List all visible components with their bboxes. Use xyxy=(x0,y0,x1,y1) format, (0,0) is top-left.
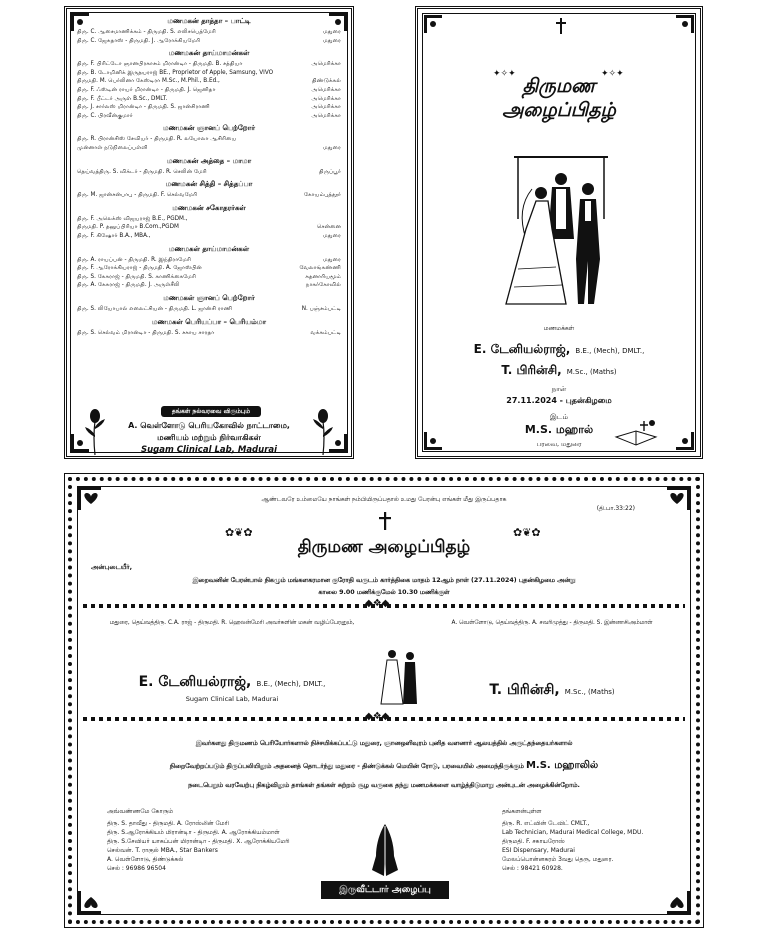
date-label: நாள் xyxy=(551,385,567,393)
bottom-groom-degree: B.E., (Mech), DMLT., xyxy=(256,680,326,688)
bride-line xyxy=(418,359,700,379)
relative-name: திரு. F. ஃஸ்டின் ராயர் மிரான்டிா - திருமதி. J. ஜெனிதா xyxy=(77,87,216,93)
relative-place: அமெரிக்கா xyxy=(311,104,341,111)
right-hosts xyxy=(502,819,692,873)
relative-place: நாகர்கோவில் xyxy=(305,282,341,289)
relative-row xyxy=(77,330,341,337)
relative-row xyxy=(77,38,341,45)
section-heading: மணமகள் பெரியப்பா – பெரியம்மா xyxy=(151,317,267,326)
couple-illustration xyxy=(496,149,626,309)
relative-name: தெய்வத்திரு. S. விக்டர் - திருமதி. R. செலின் மேரி xyxy=(77,168,207,175)
heart-corner-icon xyxy=(73,887,105,919)
section-heading: மணமகள் ஞானப் பெற்றோர் xyxy=(163,294,255,302)
relative-name: திரு. A. கேசுராஜ் - திருமதி. J. அருள்சீலி xyxy=(77,282,180,289)
groom-degree: B.E., (Mech), DMLT., xyxy=(575,347,645,355)
host-line: மேலப்பொன்னகரம் 3வது தெரு, மதுரை. xyxy=(502,856,614,863)
title-line-2: அழைப்பிதழ் xyxy=(502,99,616,121)
host-line: Lab Technician, Madurai Medical College, MDU. xyxy=(502,829,644,836)
relative-row xyxy=(77,265,341,272)
host-line: திரு. S.சேவியர் யாகப்பன் மிரான்டிா - திருமதி. X. ஆரோக்கியமேரி xyxy=(107,838,290,845)
right-card xyxy=(415,6,703,459)
host-line: திருமதி. F. சகாயரோஸ் xyxy=(502,838,565,845)
flourish-right-icon: ✿❦✿ xyxy=(513,526,541,539)
bottom-card xyxy=(64,473,704,928)
relative-name: திரு. F. பீட்டர் அருள் B.Sc., DMLT. xyxy=(77,95,168,102)
relative-name: திரு. F. கிஷோர் B.A., MBA., xyxy=(77,233,151,239)
verse-ref: (தி.பா.33:22) xyxy=(596,505,635,512)
footer-line-1: A. வெள்ளோடு பெரியகோவில் நாட்டாமை, xyxy=(128,421,290,430)
para-1: இவர்களது திருமணம் பெரியோர்களால் நிச்சயிக்கப்பட்டு மதுரை, ஞானஒளிவுரம் புனித வளனார் ஆலயத்தில் அருட்தந்தையர்களால் xyxy=(195,740,573,747)
relative-row xyxy=(77,113,341,120)
right-label: தங்களன்புள்ள xyxy=(502,808,542,815)
host-line: A. வெள்ளோடு, திண்டுக்கல் xyxy=(107,856,184,863)
relative-place: அமெரிக்கா xyxy=(311,87,341,93)
relative-name: திரு. F. அலெக்ஸ் விஜயராஜ் B.E., PGDM., xyxy=(77,215,188,222)
relative-name: திருமதி. P. தனுப்பிரியா B.Com.,PGDM xyxy=(77,224,179,231)
couple-label: மணமக்கள் xyxy=(543,325,575,332)
relative-place: கோயம்புத்தூர் xyxy=(303,192,341,199)
relative-place: மதுரை xyxy=(323,37,341,44)
para-2-text: நிறைவேற்றப்படும் திருப்பலியிலும் அதனைத் தொடர்ந்து மதுரை - திண்டுக்கல் மெயின் ரோடு, பரவையில் அமைந்திருக்கும் xyxy=(169,763,524,770)
welcome-pill: தங்கள் நல்வரவை விரும்பும் xyxy=(161,406,261,417)
venue-name: M.S. மஹால் xyxy=(524,423,594,436)
host-line: திரு. R. எட்வின் டேவிட் CMLT., xyxy=(502,820,590,827)
divider-ornament-icon: ◆❖◆ xyxy=(365,598,390,609)
groom-parents: மதுரை, தெய்வத்திரு. C.A. ராஜ் - திருமதி. R. ஹெலன்மேரி அவர்களின் மகன் வழிப்பேரனும், xyxy=(109,620,355,626)
relative-name: திரு. F. ஆரோக்கியராஜ் - திருமதி. A. ஜோஸ்பின் xyxy=(77,265,202,272)
relative-place: சென்னை xyxy=(317,224,341,231)
relative-name: திரு. A. ராயப்பன் - திருமதி. R. இந்திராமேரி xyxy=(77,256,191,263)
relative-row xyxy=(77,104,341,111)
para-2 xyxy=(65,760,703,772)
relatives-list xyxy=(67,17,351,405)
relative-name: திரு. F. பிரிட்டோ ஞானபிரகாசம் மிரான்டிா - திருமதி. B. சத்தியா xyxy=(77,61,243,68)
relative-place: வேலாங்கண்ணி xyxy=(299,265,341,272)
invite-line-2: காலை 9.00 மணிக்குமேல் 10.30 மணிக்குள் xyxy=(318,589,450,596)
relative-name: திரு. S. செல்வம் மிரான்டிா - திருமதி. S. சகாய சாரதா xyxy=(77,329,215,336)
relative-row xyxy=(77,224,341,231)
section-heading: மணமகன் தாய்மாமன்கள் xyxy=(168,49,250,58)
bible-icon xyxy=(614,417,658,447)
bottom-bride-name: T. பிரின்சி, xyxy=(489,682,560,698)
relative-row xyxy=(77,274,341,281)
groom-line xyxy=(418,338,700,358)
bottom-bride-degree: M.Sc., (Maths) xyxy=(564,688,615,696)
bride-block xyxy=(417,679,687,700)
relative-name: திரு. C. பிரவீன்குமார் xyxy=(77,112,133,119)
relative-row xyxy=(77,216,341,223)
divider-ornament-icon: ◆❖◆ xyxy=(365,711,390,722)
relative-row xyxy=(77,29,341,36)
title-line-1: திருமண xyxy=(522,75,596,97)
relative-place: மதுரை xyxy=(323,145,341,151)
relative-place: மதுரை xyxy=(323,29,341,35)
host-line: செல் : 96986 96504 xyxy=(107,865,166,872)
left-label: அவ்வண்ணமே கோரும் xyxy=(107,808,174,815)
relative-name: திரு. J. சார்லஸ் மிரான்டிா - திருமதி. S. ஜான்சிராணி xyxy=(77,104,210,111)
relative-name: திரு. M. ஜான்சன்பாபு - திருமதி. F. செல்வமேரி xyxy=(77,192,198,199)
bottom-groom-name: E. டேனியல்ராஜ், xyxy=(138,674,252,690)
relative-place: அமெரிக்கா xyxy=(311,95,341,102)
host-line: செல் : 98421 60928. xyxy=(502,865,563,872)
section-heading: மணமகள் தாய்மாமன்கள் xyxy=(168,244,250,253)
venue-label: இடம் xyxy=(549,413,568,421)
stars-left-icon: ✦✧✦ xyxy=(493,69,516,79)
relative-row xyxy=(77,233,341,240)
relative-name: முன்னாள் நடுநிலைப்பள்ளி xyxy=(77,145,148,151)
host-line: ESI Dispensary, Madurai xyxy=(502,847,575,854)
section-heading: மணமகன் தாத்தா – பாட்டி xyxy=(167,17,251,25)
relative-name: திரு. S. கேசுராஜ் - திருமதி. S. காணிக்கைமேரி xyxy=(77,273,196,280)
groom-name: E. டேனியல்ராஜ், xyxy=(473,342,571,356)
corner-ornament-icon xyxy=(422,13,444,35)
groom-block xyxy=(87,671,377,692)
corner-ornament-icon xyxy=(674,13,696,35)
relative-row xyxy=(77,136,341,143)
relative-place: N. பஞ்சம்பட்டி xyxy=(301,306,341,312)
relative-name: திரு. R. பிரான்சிஸ் சேவியர் - திருமதி. R. லயோலா ஆசிரியை xyxy=(77,136,237,143)
footer-line-2: மணியம் மற்றும் நிர்வாகிகள் xyxy=(157,433,261,442)
relative-row xyxy=(77,306,341,313)
relative-name: திரு. C. ஜேசுதாஸ் - திருமதி. J. ஆரோக்கியமேரி xyxy=(77,37,201,44)
relative-row xyxy=(77,282,341,289)
flourish-left-icon: ✿❦✿ xyxy=(225,526,253,539)
verse-text: ஆண்டவரே உம்மையே நாங்கள் நம்பியிருப்பதால் உமது பேரன்பு எங்கள் மீது இருப்பதாக xyxy=(261,496,507,503)
para-2-venue: M.S. மஹாலில் xyxy=(525,760,599,771)
venue-place: பரவை, மதுரை xyxy=(536,440,582,448)
relative-row xyxy=(77,192,341,199)
relative-row xyxy=(77,87,341,94)
invite-line-1: இறைவனின் பேரன்பால் நிகழும் மங்களகரமான குரோதி வருடம் கார்த்திகை மாதம் 12ஆம் நாள் (27.11.2024) புதன்கிழமை அன்று xyxy=(192,577,576,584)
host-line: செல்வன். T. ராகுல் MBA., Star Bankers xyxy=(107,847,218,854)
bottom-title: திருமண அழைப்பிதழ் xyxy=(297,537,471,557)
section-heading: மணமகன் சித்தி – சித்தப்பா xyxy=(165,180,253,189)
host-line: திரு. S.ஆரோக்கியம் மிரான்டிா - திருமதி. A. ஆரோக்கியம்மாள் xyxy=(107,829,280,836)
cross-icon xyxy=(555,18,567,34)
relative-place: திண்டுக்கல் xyxy=(312,78,341,85)
host-line: திரு. S. தாவீது - திருமதி. A. ரோஸ்லின் மேரி xyxy=(107,820,229,827)
left-hosts xyxy=(107,819,377,873)
relative-row xyxy=(77,70,341,77)
bride-name: T. பிரின்சி, xyxy=(501,363,562,377)
heart-corner-icon xyxy=(663,887,695,919)
left-card xyxy=(64,6,354,459)
relative-row xyxy=(77,257,341,264)
small-couple-icon xyxy=(379,646,421,706)
relative-row xyxy=(77,78,341,85)
relative-row xyxy=(77,169,341,176)
relative-place: அமெரிக்கா xyxy=(311,112,341,119)
section-heading: மணமகன் ஞானப் பெற்றோர் xyxy=(163,124,255,133)
relative-name: திரு. C. ஆசைமாணிக்கம் - திருமதி. S. எலிசபெத்மேரி xyxy=(77,29,216,35)
relative-name: திருமதி. M. பெர்லினா கேஸ்டிரா M.Sc., M.Phil., B.Ed., xyxy=(77,78,220,85)
groom-work: Sugam Clinical Lab, Madurai xyxy=(185,695,279,703)
greeting: அன்புடையீர், xyxy=(91,563,133,571)
relative-place: சுதனாரியமூம் xyxy=(305,273,341,280)
praying-hands-icon xyxy=(362,822,408,878)
footer-lab xyxy=(67,445,351,455)
section-heading: மணமகன் அத்தை – மாமா xyxy=(166,156,252,165)
bride-degree: M.Sc., (Maths) xyxy=(566,368,617,376)
relative-row xyxy=(77,145,341,152)
cross-icon xyxy=(378,512,392,530)
footer-lab-text: Sugam Clinical Lab, Madurai xyxy=(140,445,278,455)
relative-place: வக்கம்பட்டி xyxy=(310,329,341,336)
relative-place: மதுரை xyxy=(323,256,341,263)
both-families-pill: இருவீட்டார் அழைப்பு xyxy=(321,881,449,899)
relative-place: அமெரிக்கா xyxy=(311,61,341,68)
relative-name: திரு. S. லியோபால் எலைட்சியன் - திருமதி. L. ஜான்சி ராணி xyxy=(77,306,233,312)
para-3: நடைபெறும் வரவேற்பு நிகழ்விலும் தாங்கள் தங்கள் சுற்றம் சூழ வருகை தந்து மணமக்களை வாழ்த்திடுமாறு அன்புடன் அழைக்கின்றோம். xyxy=(188,782,580,789)
relative-place: திருப்பூர் xyxy=(319,168,341,175)
bride-parents: A. வெள்ளோடு, தெய்வத்திரு. A. சவரிமுத்து - திருமதி. S. இன்னாசிஅம்மாள் xyxy=(451,620,653,626)
relative-name: திரு. B. டோமினிக் இருதயராஜ் BE., Proprietor of Apple, Samsung, VIVO xyxy=(77,69,274,76)
relative-place: மதுரை xyxy=(323,233,341,239)
date-value: 27.11.2024 - புதன்கிழமை xyxy=(506,396,612,405)
relative-row xyxy=(77,96,341,103)
section-heading: மணமகன் சகோதரர்கள் xyxy=(172,203,246,212)
relative-row xyxy=(77,61,341,68)
stars-right-icon: ✦✧✦ xyxy=(601,69,624,79)
